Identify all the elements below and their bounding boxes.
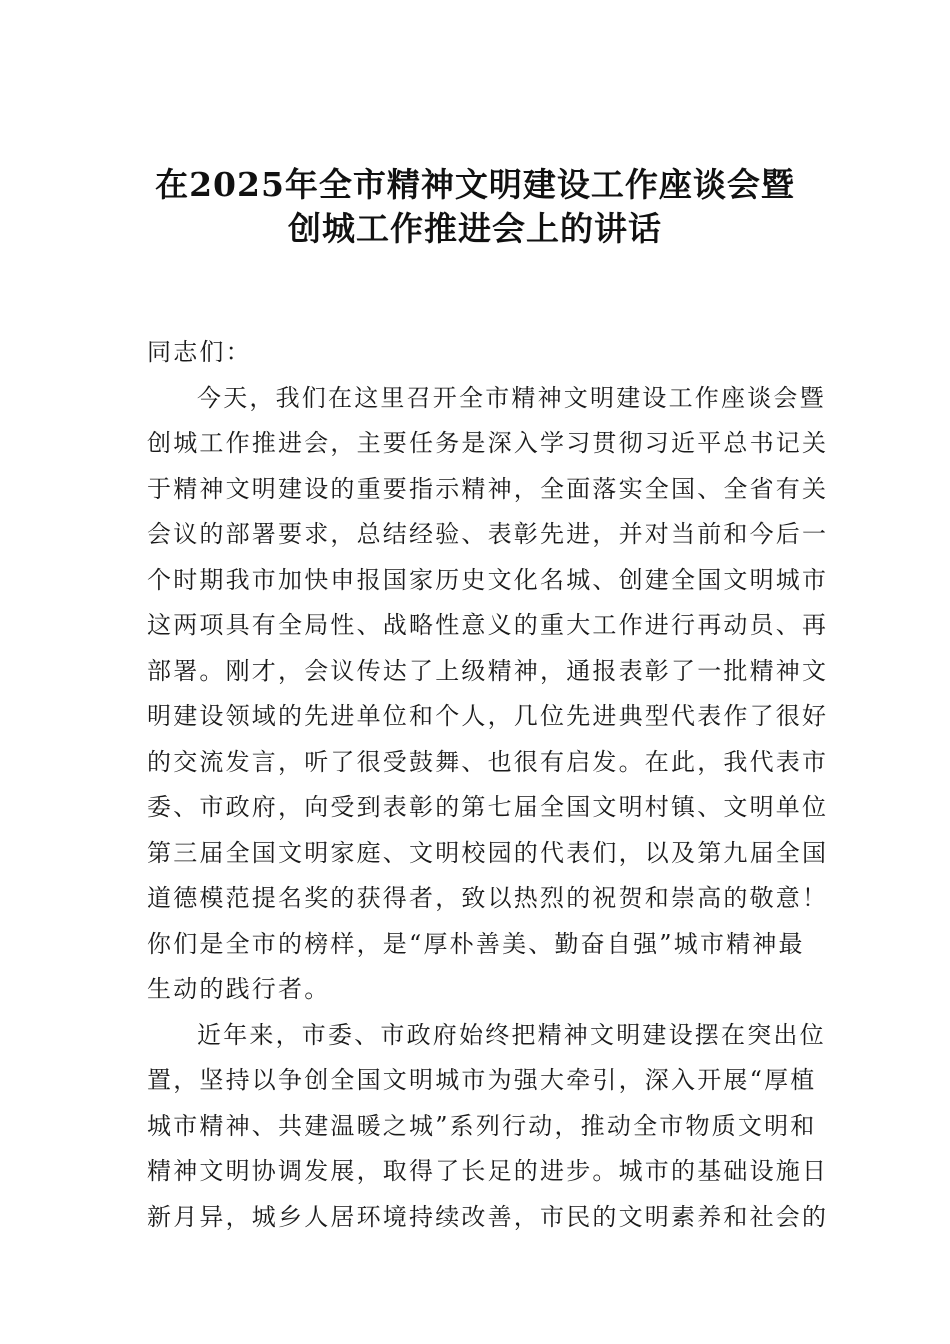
paragraph-1 — [147, 376, 829, 1013]
salutation: 同志们： — [147, 338, 252, 366]
document-body — [147, 330, 829, 1240]
paragraph-line: 部署。刚才，会议传达了上级精神，通报表彰了一批精神文 — [147, 656, 829, 685]
paragraph-line: 于精神文明建设的重要指示精神，全面落实全国、全省有关 — [147, 474, 829, 503]
paragraph-line: 你们是全市的榜样，是“厚朴善美、勤奋自强”城市精神最 — [147, 929, 805, 958]
paragraph-line: 创城工作推进会，主要任务是深入学习贯彻习近平总书记关 — [147, 429, 829, 457]
paragraph-line: 近年来，市委、市政府始终把精神文明建设摆在突出位 — [197, 1020, 826, 1049]
paragraph-line: 明建设领域的先进单位和个人，几位先进典型代表作了很好 — [147, 702, 829, 730]
document-title-line-1: 在2025年全市精神文明建设工作座谈会暨 — [155, 165, 795, 204]
paragraph-line: 道德模范提名奖的获得者，致以热烈的祝贺和崇高的敬意！ — [147, 884, 829, 912]
paragraph-line: 城市精神、共建温暖之城”系列行动，推动全市物质文明和 — [147, 1111, 817, 1140]
paragraph-line: 委、市政府，向受到表彰的第七届全国文明村镇、文明单位 — [147, 793, 829, 821]
paragraph-line: 今天，我们在这里召开全市精神文明建设工作座谈会暨 — [197, 383, 826, 412]
paragraph-line: 第三届全国文明家庭、文明校园的代表们，以及第九届全国 — [147, 838, 829, 867]
paragraph-line: 这两项具有全局性、战略性意义的重大工作进行再动员、再 — [147, 611, 829, 639]
paragraph-line: 生动的践行者。 — [147, 975, 331, 1003]
paragraph-line: 精神文明协调发展，取得了长足的进步。城市的基础设施日 — [147, 1157, 829, 1185]
paragraph-line: 新月异，城乡人居环境持续改善，市民的文明素养和社会的 — [147, 1202, 829, 1231]
paragraph-line: 置，坚持以争创全国文明城市为强大牵引，深入开展“厚植 — [147, 1066, 817, 1094]
paragraph-2 — [147, 1013, 829, 1241]
paragraph-line: 会议的部署要求，总结经验、表彰先进，并对当前和今后一 — [147, 520, 829, 548]
paragraph-line: 个时期我市加快申报国家历史文化名城、创建全国文明城市 — [147, 565, 829, 594]
paragraph-line: 的交流发言，听了很受鼓舞、也很有启发。在此，我代表市 — [147, 747, 829, 776]
document-title-line-2: 创城工作推进会上的讲话 — [288, 209, 662, 248]
